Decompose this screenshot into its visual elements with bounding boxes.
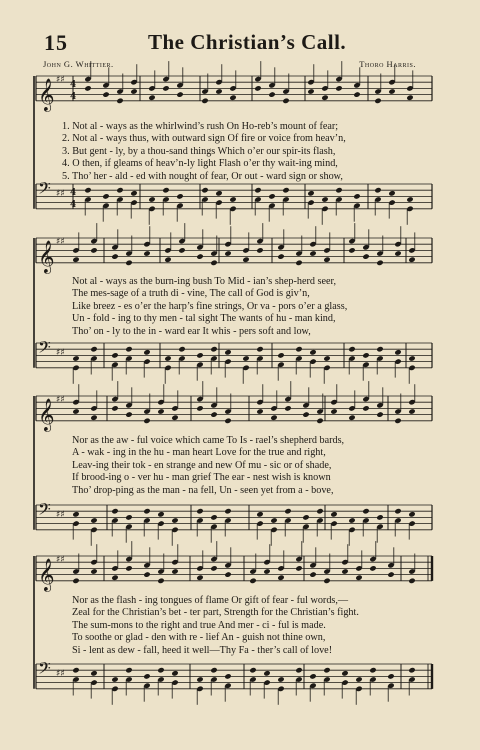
bass-staff-4 bbox=[36, 658, 432, 705]
lyric-block-4 bbox=[72, 595, 359, 657]
lyric-line: Zeal for the Christian’s bet - ter part, Strength for the Christian’s fight. bbox=[72, 607, 359, 619]
key-signature-icon: ♯♯ bbox=[56, 510, 65, 520]
lyric-line: The mes-sage of a truth di - vine, The call of God is giv’n, bbox=[72, 288, 310, 300]
svg-text:4: 4 bbox=[70, 80, 77, 90]
lyric-line: Leav-ing their tok - en strange and new Of mu - sic or of shade, bbox=[72, 459, 332, 471]
lyric-line: To soothe or glad - den with re - lief An - guish not thine own, bbox=[72, 632, 326, 644]
lyric-line: The sum-mons to the right and true And mer - ci - ful is made. bbox=[72, 619, 326, 631]
bass-clef-icon: 𝄢 bbox=[38, 658, 51, 682]
lyric-line: 5. Tho’ her - ald - ed with nought of fear, Or out - ward sign or show, bbox=[62, 170, 343, 182]
hymn-number: 15 bbox=[44, 30, 68, 55]
treble-staff-4 bbox=[36, 541, 432, 592]
lyric-line: Nor as the aw - ful voice which came To Is - rael’s shepherd bards, bbox=[72, 435, 345, 446]
bass-clef-icon: 𝄢 bbox=[38, 337, 51, 361]
treble-clef-icon: 𝄞 bbox=[38, 397, 55, 431]
hymn-title: The Christian’s Call. bbox=[148, 30, 347, 54]
key-signature-icon: ♯♯ bbox=[56, 395, 65, 405]
key-signature-icon: ♯♯ bbox=[56, 555, 65, 565]
lyric-line: Tho’ drop-ping as the man - na fell, Un - seen yet from a - bove, bbox=[72, 484, 334, 496]
lyric-line: Not al - ways as the burn-ing bush To Mid - ian’s shep-herd seer, bbox=[72, 276, 337, 287]
lyric-line: 1. Not al - ways as the whirlwind’s rush On Ho-reb’s mount of fear; bbox=[62, 121, 339, 132]
svg-text:4: 4 bbox=[70, 188, 77, 198]
bass-clef-icon: 𝄢 bbox=[38, 178, 51, 202]
lyric-line: 3. But gent - ly, by a thou-sand things Which o’er our spir-its flash, bbox=[62, 145, 336, 157]
treble-clef-icon: 𝄞 bbox=[38, 77, 55, 111]
key-signature-icon: ♯♯ bbox=[56, 189, 65, 199]
lyric-line: A - wak - ing in the hu - man heart Love for the true and right, bbox=[72, 447, 326, 459]
lyric-line: Tho’ on - ly to the in - ward ear It whis - pers soft and low, bbox=[72, 325, 311, 337]
lyric-line: Si - lent as dew - fall, heed it well—Thy Fa - ther’s call of love! bbox=[72, 644, 333, 656]
lyric-line: Like breez - es o’er the harp’s fine strings, Or va - pors o’er a glass, bbox=[72, 300, 348, 312]
lyric-line: Nor as the flash - ing tongues of flame Or gift of fear - ful words,— bbox=[72, 595, 349, 606]
key-signature-icon: ♯♯ bbox=[56, 348, 65, 358]
key-signature-icon: ♯♯ bbox=[56, 237, 65, 247]
key-signature-icon: ♯♯ bbox=[56, 669, 65, 679]
treble-clef-icon: 𝄞 bbox=[38, 557, 55, 591]
lyric-line: 4. O then, if gleams of heav’n-ly light Flash o’er thy wait-ing mind, bbox=[62, 158, 338, 170]
lyric-line: If brood-ing o - ver hu - man grief The ear - nest wish is known bbox=[72, 472, 331, 484]
lyricist-credit: John G. Whittier. bbox=[43, 59, 114, 69]
composer-credit: Thoro Harris. bbox=[359, 59, 416, 69]
key-signature-icon: ♯♯ bbox=[56, 75, 65, 85]
lyric-line: 2. Not al - ways thus, with outward sign Of fire or voice from heav’n, bbox=[62, 133, 346, 145]
svg-text:4: 4 bbox=[70, 92, 77, 102]
treble-clef-icon: 𝄞 bbox=[38, 239, 55, 273]
svg-text:4: 4 bbox=[70, 200, 77, 210]
bass-clef-icon: 𝄢 bbox=[38, 499, 51, 523]
lyric-line: Un - fold - ing to thy men - tal sight The wants of hu - man kind, bbox=[72, 313, 336, 325]
